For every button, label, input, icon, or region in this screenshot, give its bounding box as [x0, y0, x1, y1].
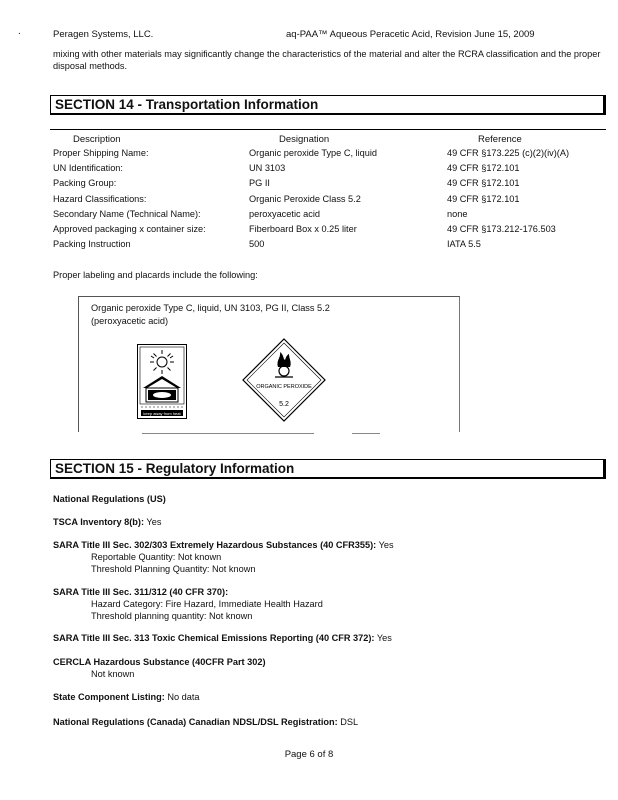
table-row	[53, 224, 569, 239]
page-number: Page 6 of 8	[284, 749, 334, 760]
table-cell: Fiberboard Box x 0.25 liter	[249, 223, 357, 234]
labeling-intro: Proper labeling and placards include the following:	[53, 270, 258, 280]
table-cell: 49 CFR §172.101	[447, 163, 520, 174]
table-cell: 49 CFR §172.101	[447, 178, 520, 189]
national-us-heading: National Regulations (US)	[53, 494, 166, 504]
sara-302-threshold-quantity: Threshold Planning Quantity: Not known	[91, 564, 256, 574]
label-line-1: Organic peroxide Type C, liquid, UN 3103, PG II, Class 5.2	[91, 303, 330, 313]
sara-313-value: Yes	[376, 633, 392, 643]
sara-313-block	[53, 632, 392, 644]
table-row	[53, 163, 569, 178]
table-row	[53, 178, 569, 193]
table-cell: Approved packaging x container size:	[53, 223, 206, 234]
sun-house-icon	[137, 344, 187, 419]
state-component-listing	[53, 691, 200, 703]
cercla-label: CERCLA Hazardous Substance (40CFR Part 302)	[53, 657, 266, 667]
table-row	[53, 209, 569, 224]
column-header-reference: Reference	[478, 134, 522, 145]
column-header-description: Description	[73, 134, 121, 145]
table-cell: Packing Group:	[53, 178, 117, 189]
table-cell: UN 3103	[249, 163, 286, 174]
sara-311-threshold-quantity: Threshold planning quantity: Not known	[91, 611, 253, 621]
sara-302-label: SARA Title III Sec. 302/303 Extremely Hazardous Substances (40 CFR355):	[53, 540, 377, 550]
sara-302-value: Yes	[378, 540, 394, 550]
organic-peroxide-text: ORGANIC PEROXIDE	[256, 384, 312, 390]
tsca-value: Yes	[146, 517, 162, 527]
canada-value: DSL	[340, 717, 359, 727]
header-mark: .	[18, 26, 21, 37]
sara-311-hazard-category: Hazard Category: Fire Hazard, Immediate Health Hazard	[91, 599, 323, 609]
canada-label: National Regulations (Canada) Canadian NDSL/DSL Registration:	[53, 717, 338, 727]
flame-over-circle-icon	[242, 338, 326, 422]
section-14-divider	[50, 129, 606, 130]
sara-302-block	[53, 539, 394, 575]
table-cell: peroxyacetic acid	[249, 208, 320, 219]
column-header-designation: Designation	[279, 134, 330, 145]
organic-peroxide-placard	[242, 338, 326, 422]
table-cell: Organic Peroxide Class 5.2	[249, 193, 361, 204]
label-box-bottom-edge	[142, 433, 314, 434]
intro-paragraph: mixing with other materials may significantly change the characteristics of the material and alter the RCRA classification and the proper disposal methods.	[53, 49, 601, 71]
tsca-label: TSCA Inventory 8(b):	[53, 517, 145, 527]
table-cell: PG II	[249, 178, 270, 189]
canada-regulations	[53, 716, 358, 728]
table-cell: Proper Shipping Name:	[53, 148, 149, 158]
table-cell: Packing Instruction	[53, 239, 131, 250]
table-cell: 49 CFR §173.212-176.503	[447, 223, 556, 234]
table-row	[53, 148, 569, 163]
class-number-text: 5.2	[279, 401, 289, 408]
section-14-heading: SECTION 14 - Transportation Information	[50, 95, 606, 115]
table-cell: Secondary Name (Technical Name):	[53, 208, 201, 219]
label-box-bottom-edge	[352, 433, 380, 434]
label-line-2: (peroxyacetic acid)	[91, 316, 169, 326]
table-cell: Organic peroxide Type C, liquid	[249, 148, 378, 158]
header-company: Peragen Systems, LLC.	[53, 29, 154, 40]
cercla-value: Not known	[91, 669, 135, 679]
transportation-table	[53, 148, 569, 254]
table-cell: none	[447, 208, 468, 219]
sara-302-reportable-quantity: Reportable Quantity: Not known	[91, 552, 222, 562]
state-label: State Component Listing:	[53, 692, 165, 702]
sara-311-block	[53, 586, 323, 622]
keep-away-text: keep away from heat	[143, 411, 181, 416]
tsca-inventory	[53, 516, 161, 528]
sara-313-label: SARA Title III Sec. 313 Toxic Chemical Emissions Reporting (40 CFR 372):	[53, 633, 375, 643]
keep-away-from-heat-label	[137, 344, 187, 419]
header-document-title: aq-PAA™ Aqueous Peracetic Acid, Revision June 15, 2009	[286, 29, 535, 40]
table-cell: 500	[249, 239, 265, 250]
table-row	[53, 194, 569, 209]
table-row	[53, 239, 569, 254]
cercla-block	[53, 656, 266, 680]
national-regulations-us	[53, 493, 166, 505]
table-cell: UN Identification:	[53, 163, 123, 174]
table-cell: 49 CFR §172.101	[447, 193, 520, 204]
table-cell: IATA 5.5	[447, 239, 481, 250]
label-description	[91, 302, 330, 328]
table-cell: Hazard Classifications:	[53, 193, 147, 204]
state-value: No data	[167, 692, 200, 702]
sara-311-label: SARA Title III Sec. 311/312 (40 CFR 370):	[53, 587, 229, 597]
section-15-heading: SECTION 15 - Regulatory Information	[50, 459, 606, 479]
table-cell: 49 CFR §173.225 (c)(2)(iv)(A)	[447, 148, 570, 158]
